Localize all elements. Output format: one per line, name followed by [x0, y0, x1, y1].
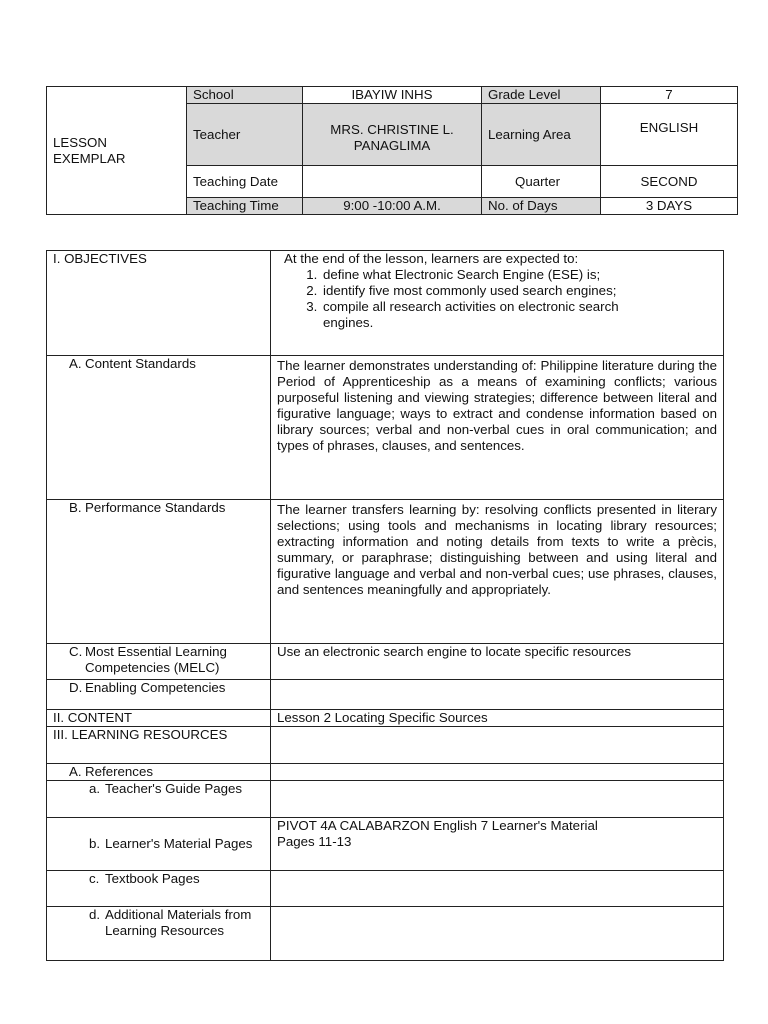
melc-label: Most Essential Learning Competencies (MELC) — [85, 644, 227, 675]
teacher-label: Teacher — [187, 104, 303, 166]
additional-materials-label: Additional Materials from Learning Resources — [105, 907, 252, 938]
objectives-label: I. OBJECTIVES — [47, 251, 271, 356]
list-marker: B. — [69, 500, 82, 515]
content-standards-label: Content Standards — [85, 356, 196, 371]
school-value: IBAYIW INHS — [303, 87, 482, 104]
content-label: II. CONTENT — [47, 710, 271, 727]
learners-material-line1: PIVOT 4A CALABARZON English 7 Learner's Material — [277, 818, 598, 833]
enabling-label: Enabling Competencies — [85, 680, 226, 695]
list-marker: b. — [89, 836, 101, 851]
objectives-row — [47, 251, 724, 356]
content-standards-label-cell — [47, 356, 271, 500]
learners-material-row — [47, 818, 724, 871]
melc-label-cell — [47, 644, 271, 680]
list-marker: D. — [69, 680, 83, 695]
date-label: Teaching Date — [187, 166, 303, 198]
learners-material-cell — [271, 818, 724, 871]
date-value — [303, 166, 482, 198]
content-text: Lesson 2 Locating Specific Sources — [271, 710, 724, 727]
school-label: School — [187, 87, 303, 104]
teacher-value-cell — [303, 104, 482, 166]
teachers-guide-row — [47, 781, 724, 818]
time-value: 9:00 -10:00 A.M. — [303, 198, 482, 215]
learners-material-line2: Pages 11-13 — [277, 834, 352, 849]
learning-resources-label: III. LEARNING RESOURCES — [47, 727, 271, 764]
time-label: Teaching Time — [187, 198, 303, 215]
references-label-cell — [47, 764, 271, 781]
quarter-value: SECOND — [601, 166, 738, 198]
enabling-label-cell — [47, 680, 271, 710]
enabling-text — [271, 680, 724, 710]
learning-resources-text — [271, 727, 724, 764]
grade-value: 7 — [601, 87, 738, 104]
content-standards-row — [47, 356, 724, 500]
textbook-label: Textbook Pages — [105, 871, 200, 886]
textbook-label-cell — [47, 871, 271, 907]
doc-label: LESSON EXEMPLAR — [53, 134, 126, 166]
performance-standards-row — [47, 500, 724, 644]
teachers-guide-text — [271, 781, 724, 818]
additional-materials-row — [47, 907, 724, 961]
lesson-plan-table — [46, 250, 724, 961]
list-marker: A. — [69, 356, 82, 371]
references-row — [47, 764, 724, 781]
list-marker: A. — [69, 764, 82, 779]
textbook-text — [271, 871, 724, 907]
teachers-guide-label-cell — [47, 781, 271, 818]
objectives-list — [277, 267, 717, 331]
textbook-row — [47, 871, 724, 907]
list-marker: C. — [69, 644, 83, 659]
list-marker: d. — [89, 907, 101, 922]
learning-resources-row — [47, 727, 724, 764]
references-text — [271, 764, 724, 781]
objective-item: 2. identify five most commonly used search engines; — [321, 283, 717, 299]
learners-material-label-cell — [47, 818, 271, 871]
additional-materials-label-cell — [47, 907, 271, 961]
performance-standards-label-cell — [47, 500, 271, 644]
content-row — [47, 710, 724, 727]
area-value: ENGLISH — [601, 104, 738, 166]
objectives-cell — [271, 251, 724, 356]
melc-row — [47, 644, 724, 680]
grade-label: Grade Level — [482, 87, 601, 104]
list-marker: a. — [89, 781, 101, 796]
content-standards-text: The learner demonstrates understanding of: Philippine literature during the Period of Apprenticeship as a means of examining conflicts; various purposeful listening and viewing strategies; difference between literal and figurative language; ways to extract and condense information based on library sources; verbal and non-verbal cues in oral communication; and types of phrases, clauses, and sentences. — [271, 356, 724, 500]
teachers-guide-label: Teacher's Guide Pages — [105, 781, 243, 796]
teacher-value: MRS. CHRISTINE L. PANAGLIMA — [330, 122, 454, 153]
lesson-header-table — [46, 86, 738, 215]
objectives-intro: At the end of the lesson, learners are expected to: — [284, 251, 579, 266]
performance-standards-text: The learner transfers learning by: resolving conflicts presented in literary selections; using tools and mechanisms in locating library resources; extracting information and noting details from texts to write a prècis, summary, or paraphrase; distinguishing between and using literal and figurative language and verbal and non-verbal cues; use phrases, clauses, and sentences meaningfully and appropriately. — [271, 500, 724, 644]
additional-materials-text — [271, 907, 724, 961]
days-label: No. of Days — [482, 198, 601, 215]
area-label: Learning Area — [482, 104, 601, 166]
performance-standards-label: Performance Standards — [85, 500, 226, 515]
learners-material-label: Learner's Material Pages — [105, 836, 253, 851]
quarter-label: Quarter — [482, 166, 601, 198]
references-label: References — [85, 764, 153, 779]
days-value: 3 DAYS — [601, 198, 738, 215]
melc-text: Use an electronic search engine to locate specific resources — [271, 644, 724, 680]
enabling-row — [47, 680, 724, 710]
objective-item: 1. define what Electronic Search Engine (ESE) is; — [321, 267, 717, 283]
doc-label-cell — [47, 87, 187, 215]
objective-item: 3. compile all research activities on electronic search engines. — [321, 299, 717, 331]
list-marker: c. — [89, 871, 100, 886]
